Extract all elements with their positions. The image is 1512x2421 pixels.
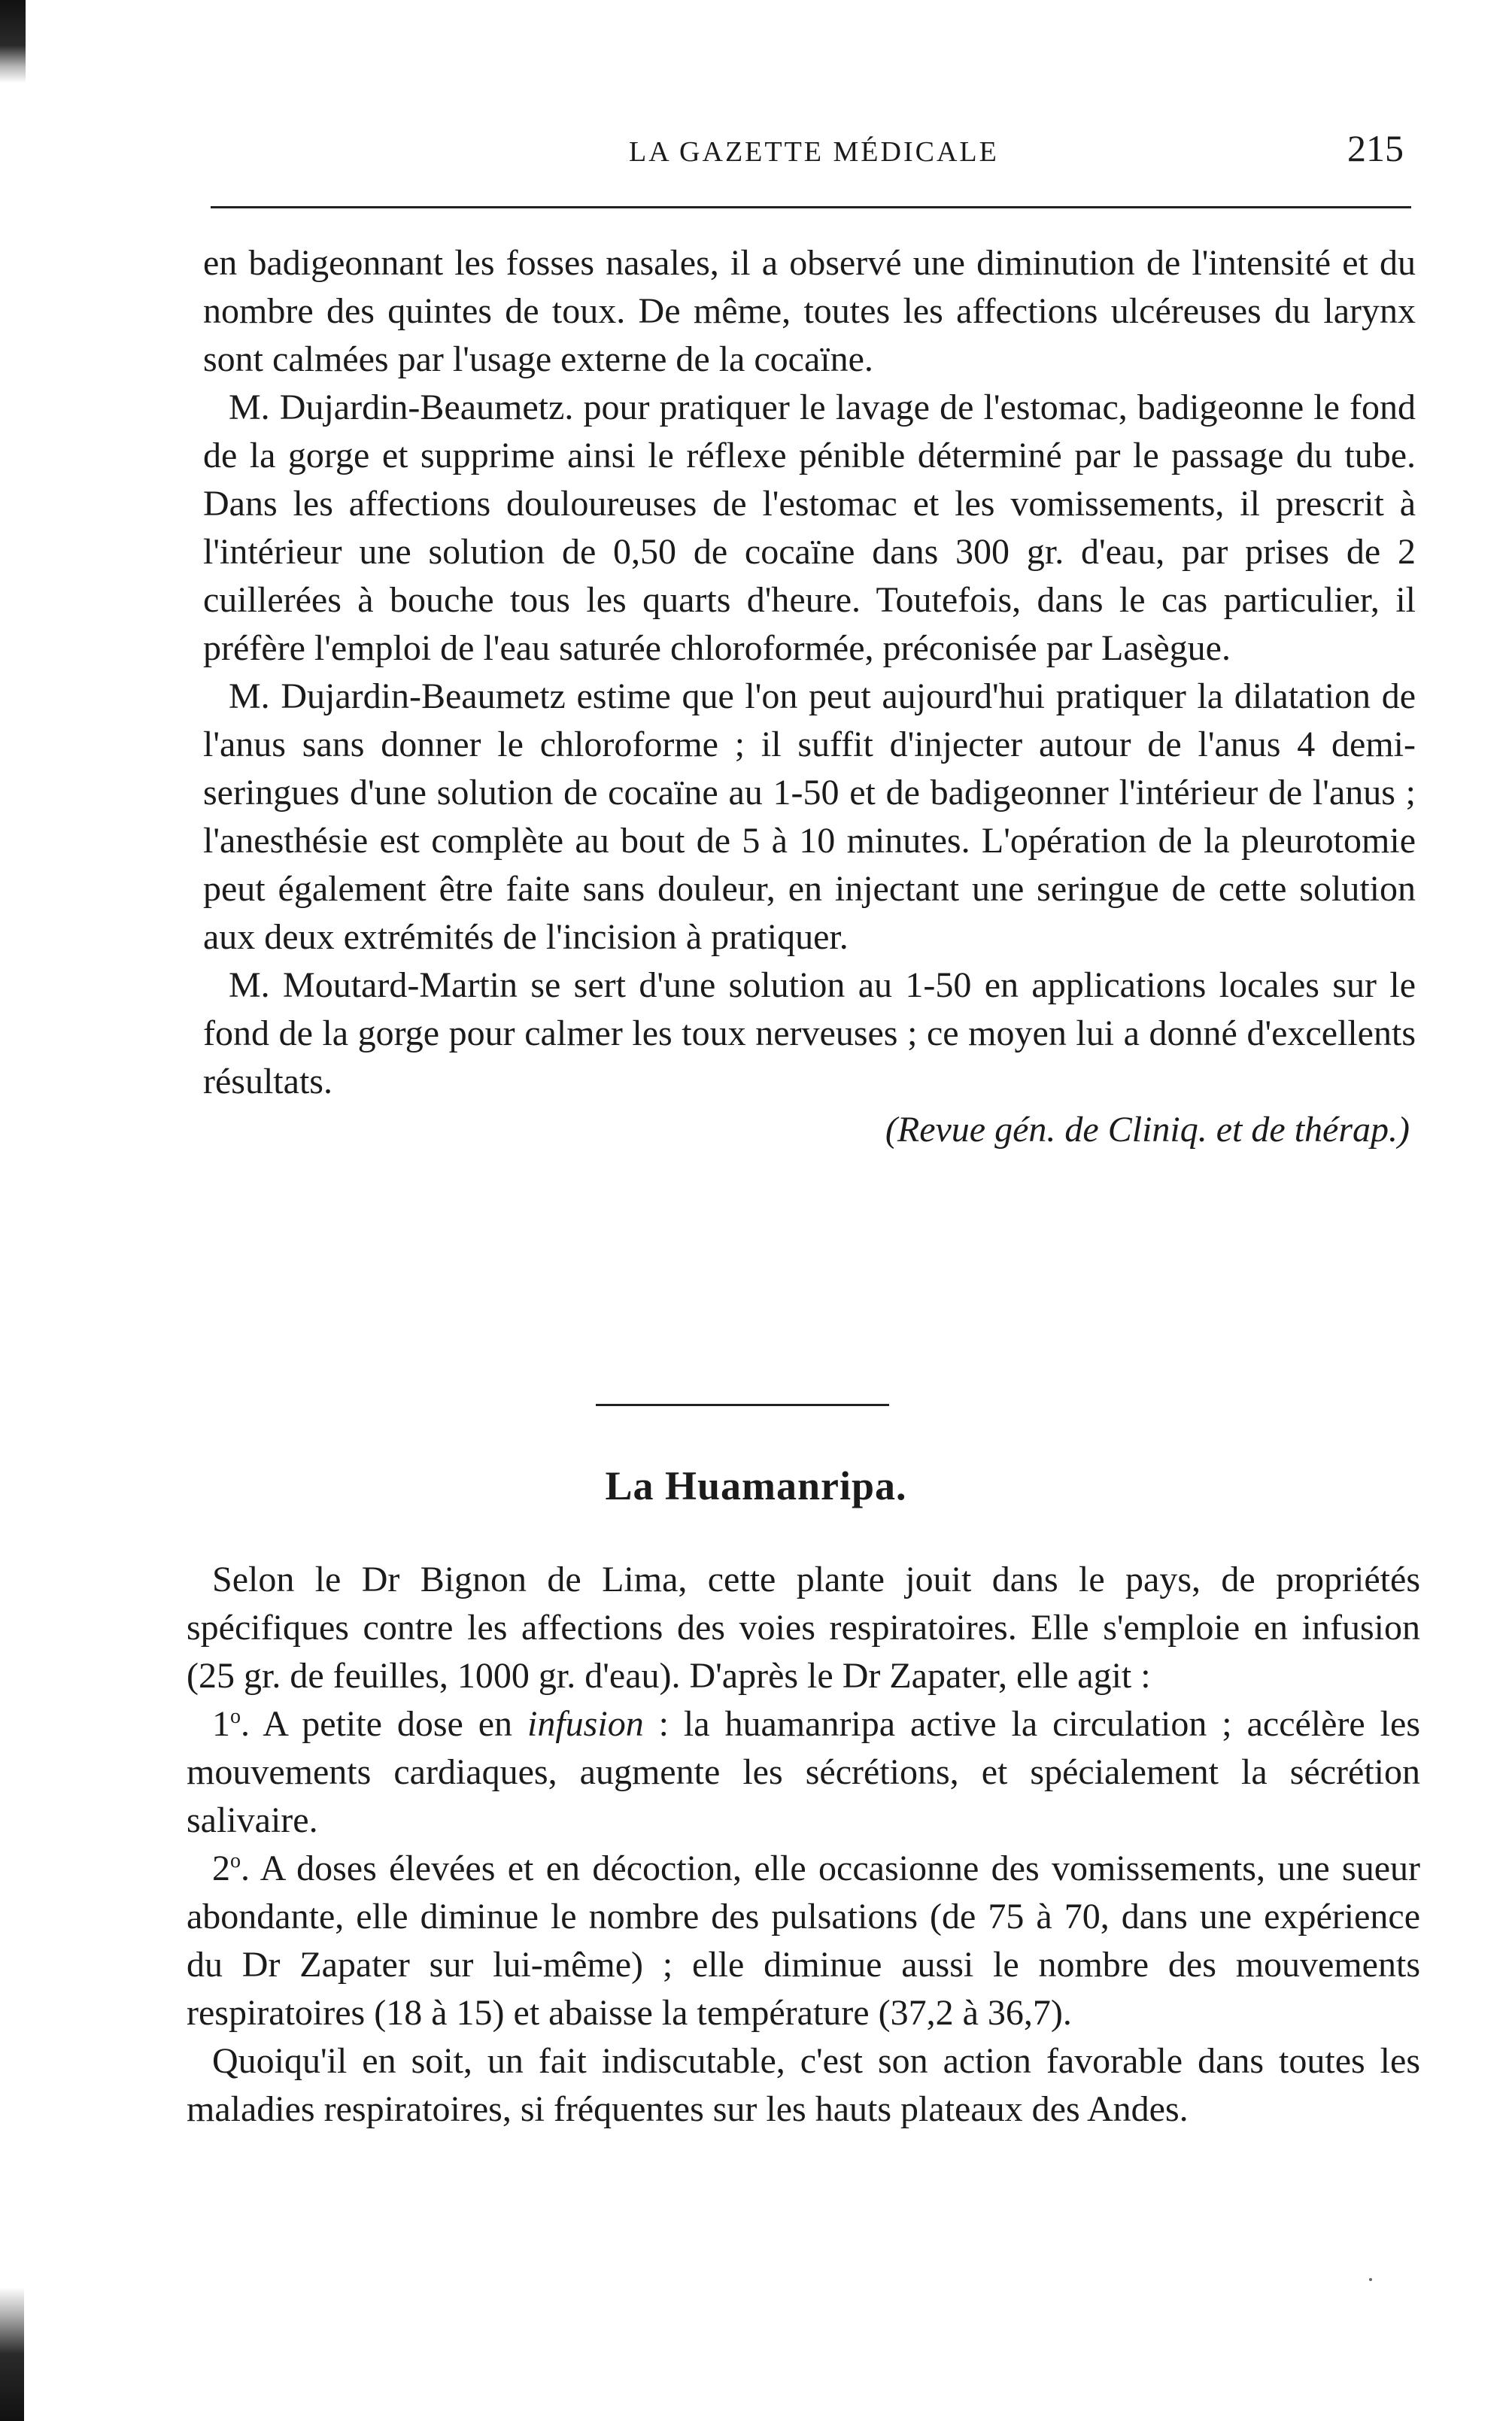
paragraph-item-1 xyxy=(187,1700,1420,1845)
scan-edge-bottom xyxy=(0,2287,24,2421)
text-run: : la huamanripa active la circulation ; accélère les mouvements cardiaques, augmente les sécrétions, et spécialement la sécrétion salivaire. xyxy=(187,1704,1420,1840)
citation: (Revue gén. de Cliniq. et de thérap.) xyxy=(885,1110,1410,1150)
text-run: . A petite dose en xyxy=(241,1704,527,1744)
article-huamanripa xyxy=(187,1556,1420,2134)
scan-edge-top xyxy=(0,0,26,83)
section-heading: La Huamanripa. xyxy=(605,1463,907,1508)
item-number: 2 xyxy=(212,1848,230,1888)
paragraph-item-2 xyxy=(187,1845,1420,2037)
item-number: 1 xyxy=(212,1704,230,1744)
emphasis: infusion xyxy=(527,1704,644,1744)
header-rule xyxy=(211,206,1411,208)
page-number: 215 xyxy=(1347,127,1404,169)
article-cocaine xyxy=(203,239,1416,1154)
running-title: LA GAZETTE MÉDICALE xyxy=(629,136,999,168)
paragraph: en badigeonnant les fosses nasales, il a observé une diminution de l'intensité et du nombre des quintes de toux. De même, toutes les affections ulcéreuses du larynx sont calmées par l'usage externe de la cocaïne. xyxy=(203,243,1416,379)
ordinal-mark: o xyxy=(230,1849,241,1873)
running-header xyxy=(203,126,1414,187)
paragraph: M. Dujardin-Beaumetz. pour pratiquer le lavage de l'estomac, badigeonne le fond de la gorge et supprime ainsi le réflexe pénible déterminé par le passage du tube. Dans les affections douloureuses de l'estomac et les vomissements, il prescrit à l'intérieur une solution de 0,50 de cocaïne dans 300 gr. d'eau, par prises de 2 cuillerées à bouche tous les quarts d'heure. Toutefois, dans le cas particulier, il préfère l'emploi de l'eau saturée chloroformée, préconisée par Lasègue. xyxy=(203,387,1416,668)
paragraph: M. Dujardin-Beaumetz estime que l'on peut aujourd'hui pratiquer la dilatation de l'anus sans donner le chloroforme ; il suffit d'injecter autour de l'anus 4 demi-seringues d'une solution de cocaïne au 1-50 et de badigeonner l'intérieur de l'anus ; l'anesthésie est complète au bout de 5 à 10 minutes. L'opération de la pleurotomie peut également être faite sans douleur, en injectant une seringue de cette solution aux deux extrémités de l'incision à pratiquer. xyxy=(203,676,1416,957)
paragraph: Selon le Dr Bignon de Lima, cette plante jouit dans le pays, de propriétés spécifiques contre les affections des voies respiratoires. Elle s'emploie en infusion (25 gr. de feuilles, 1000 gr. d'eau). D'après le Dr Zapater, elle agit : xyxy=(187,1560,1420,1696)
paragraph: M. Moutard-Martin se sert d'une solution au 1-50 en applications locales sur le fond de la gorge pour calmer les toux nerveuses ; ce moyen lui a donné d'excellents résultats. xyxy=(203,965,1416,1101)
ordinal-mark: o xyxy=(230,1705,241,1728)
ink-speck xyxy=(1369,2278,1372,2281)
section-divider xyxy=(596,1404,889,1406)
paragraph: Quoiqu'il en soit, un fait indiscutable, c'est son action favorable dans toutes les maladies respiratoires, si fréquentes sur les hauts plateaux des Andes. xyxy=(187,2041,1420,2129)
text-run: . A doses élevées et en décoction, elle occasionne des vomissements, une sueur abondante, elle diminue le nombre des pulsations (de 75 à 70, dans une expérience du Dr Zapater sur lui-même) ; elle diminue aussi le nombre des mouvements respiratoires (18 à 15) et abaisse la température (37,2 à 36,7). xyxy=(187,1848,1420,2033)
